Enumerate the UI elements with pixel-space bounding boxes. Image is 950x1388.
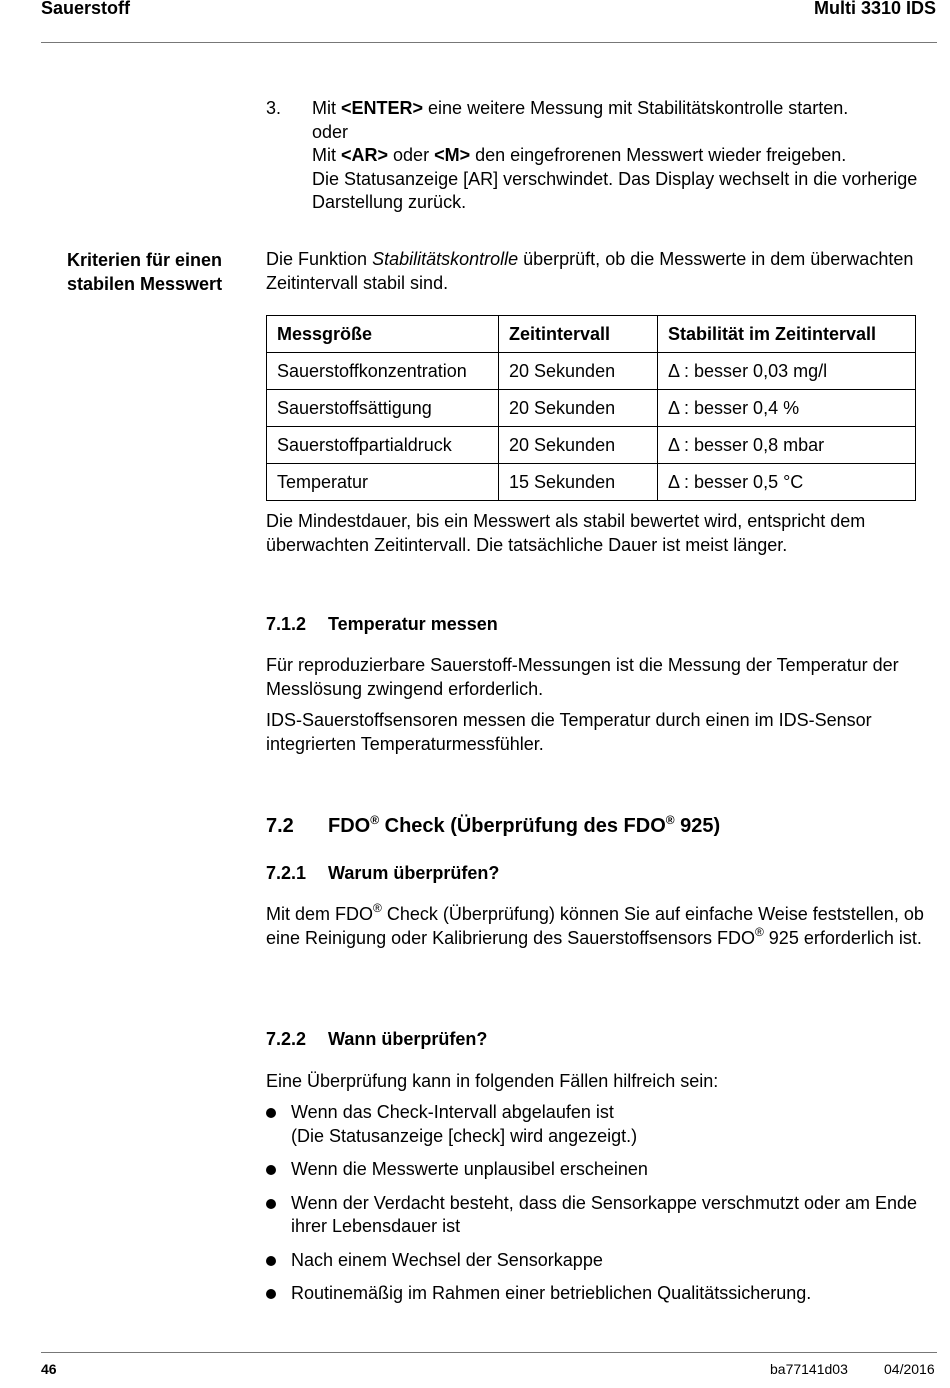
list-item-text: (Die Statusanzeige [check] wird angezeigt.)	[291, 1125, 638, 1146]
step-line-2: oder	[312, 121, 349, 142]
text-run: 925)	[674, 815, 721, 837]
list-item	[266, 1101, 938, 1148]
side-label-line: stabilen Messwert	[67, 274, 223, 294]
text-run: Check (Überprüfung des FDO	[379, 815, 666, 837]
section-number: 7.2.1	[266, 863, 307, 883]
when-check-intro: Eine Überprüfung kann in folgenden Fällen hilfreich sein:	[266, 1071, 719, 1091]
header-product-name: Multi 3310 IDS	[813, 0, 936, 18]
section-number: 7.2	[266, 815, 294, 837]
list-item	[266, 1249, 938, 1273]
text-run: Die Funktion	[266, 249, 373, 269]
bullet-icon	[266, 1289, 276, 1299]
text-run: Mit dem FDO	[266, 904, 374, 924]
temperature-paragraph-2: IDS-Sauerstoffsensoren messen die Temperatur durch einen im IDS-Sensor integrierten Temperaturmessfühler.	[266, 710, 872, 754]
table-cell: Δ : besser 0,8 mbar	[658, 427, 916, 464]
text-run: eine weitere Messung mit Stabilitätskontrolle starten.	[423, 98, 849, 118]
table-cell: 20 Sekunden	[499, 427, 658, 464]
list-item-text: Nach einem Wechsel der Sensorkappe	[291, 1249, 603, 1270]
registered-mark: ®	[665, 813, 675, 827]
heading-7-2	[266, 815, 720, 838]
table-row	[267, 390, 916, 427]
text-run: überprüft, ob die Messwerte in dem überwachten Zeitintervall stabil sind.	[266, 249, 914, 293]
bullet-icon	[266, 1108, 276, 1118]
table-cell: Δ : besser 0,4 %	[658, 390, 916, 427]
registered-mark: ®	[373, 901, 382, 915]
table-cell: Sauerstoffsättigung	[267, 390, 499, 427]
key-ar: <AR>	[341, 145, 389, 165]
bullet-icon	[266, 1199, 276, 1209]
why-check-paragraph	[266, 903, 931, 950]
side-label-line: Kriterien für einen	[67, 250, 223, 270]
after-table-paragraph: Die Mindestdauer, bis ein Messwert als stabil bewertet wird, entspricht dem überwachten Zeitintervall. Die tatsächliche Dauer ist meist länger.	[266, 511, 866, 555]
section-number: 7.2.2	[266, 1029, 307, 1049]
list-item-text: Routinemäßig im Rahmen einer betrieblichen Qualitätssicherung.	[291, 1283, 812, 1303]
step-line-3	[312, 144, 936, 168]
section-title: Temperatur messen	[328, 614, 498, 634]
table-cell: Δ : besser 0,03 mg/l	[658, 353, 916, 390]
header-rule	[41, 42, 937, 43]
list-item-text: Wenn die Messwerte unplausibel erscheinen	[291, 1159, 648, 1179]
text-run: den eingefrorenen Messwert wieder freigeben.	[470, 145, 847, 165]
emphasis-function-name: Stabilitätskontrolle	[372, 249, 519, 269]
header-section-title: Sauerstoff	[41, 0, 131, 18]
list-item	[266, 1158, 938, 1182]
temperature-paragraph-1: Für reproduzierbare Sauerstoff-Messungen ist die Messung der Temperatur der Messlösung zwingend erforderlich.	[266, 655, 899, 699]
text-run: Check (Überprüfung) können Sie auf einfache Weise feststellen, ob eine Reinigung oder Kalibrierung des Sauerstoffsensors FDO	[266, 904, 924, 948]
document-date: 04/2016	[884, 1361, 935, 1377]
step-text	[312, 97, 936, 215]
step-3	[266, 97, 936, 215]
section-number: 7.1.2	[266, 614, 307, 634]
column-header: Messgröße	[267, 316, 499, 353]
bullet-icon	[266, 1165, 276, 1175]
table-row	[267, 353, 916, 390]
list-item-text: Wenn der Verdacht besteht, dass die Sensorkappe verschmutzt oder am Ende ihrer Lebensdauer ist	[291, 1192, 918, 1236]
table-row	[267, 464, 916, 501]
table-cell: Sauerstoffpartialdruck	[267, 427, 499, 464]
table-cell: Sauerstoffkonzentration	[267, 353, 499, 390]
section-title: Wann überprüfen?	[328, 1029, 488, 1049]
table-cell: 20 Sekunden	[499, 353, 658, 390]
side-label	[67, 248, 247, 296]
list-item-text: Wenn das Check-Intervall abgelaufen ist	[291, 1102, 614, 1122]
when-check-list	[266, 1101, 938, 1316]
heading-7-2-1	[266, 863, 499, 884]
page-number: 46	[41, 1361, 57, 1377]
section-title: Warum überprüfen?	[328, 863, 500, 883]
list-item	[266, 1192, 938, 1239]
criteria-intro	[266, 248, 938, 295]
footer-rule	[41, 1352, 937, 1353]
bullet-icon	[266, 1256, 276, 1266]
text-run: oder	[388, 145, 435, 165]
table-cell: Temperatur	[267, 464, 499, 501]
table-row	[267, 427, 916, 464]
column-header: Stabilität im Zeitintervall	[658, 316, 916, 353]
stability-criteria-table	[266, 315, 916, 501]
key-m: <M>	[434, 145, 471, 165]
column-header: Zeitintervall	[499, 316, 658, 353]
table-cell: 20 Sekunden	[499, 390, 658, 427]
text-run: Mit	[312, 98, 341, 118]
registered-mark: ®	[370, 813, 380, 827]
heading-7-2-2	[266, 1029, 487, 1050]
table-cell: 15 Sekunden	[499, 464, 658, 501]
text-run: Mit	[312, 145, 341, 165]
document-id: ba77141d03	[770, 1361, 848, 1377]
text-run: 925 erforderlich ist.	[763, 927, 922, 948]
list-item	[266, 1282, 938, 1306]
step-line-4: Die Statusanzeige [AR] verschwindet. Das Display wechselt in die vorherige Darstellung zurück.	[312, 168, 918, 212]
step-number: 3.	[266, 98, 282, 118]
table-cell: Δ : besser 0,5 °C	[658, 464, 916, 501]
key-enter: <ENTER>	[341, 98, 424, 118]
heading-7-1-2	[266, 614, 498, 635]
registered-mark: ®	[754, 924, 764, 939]
text-run: FDO	[328, 815, 371, 837]
step-line-1	[312, 97, 936, 121]
table-header-row	[267, 316, 916, 353]
